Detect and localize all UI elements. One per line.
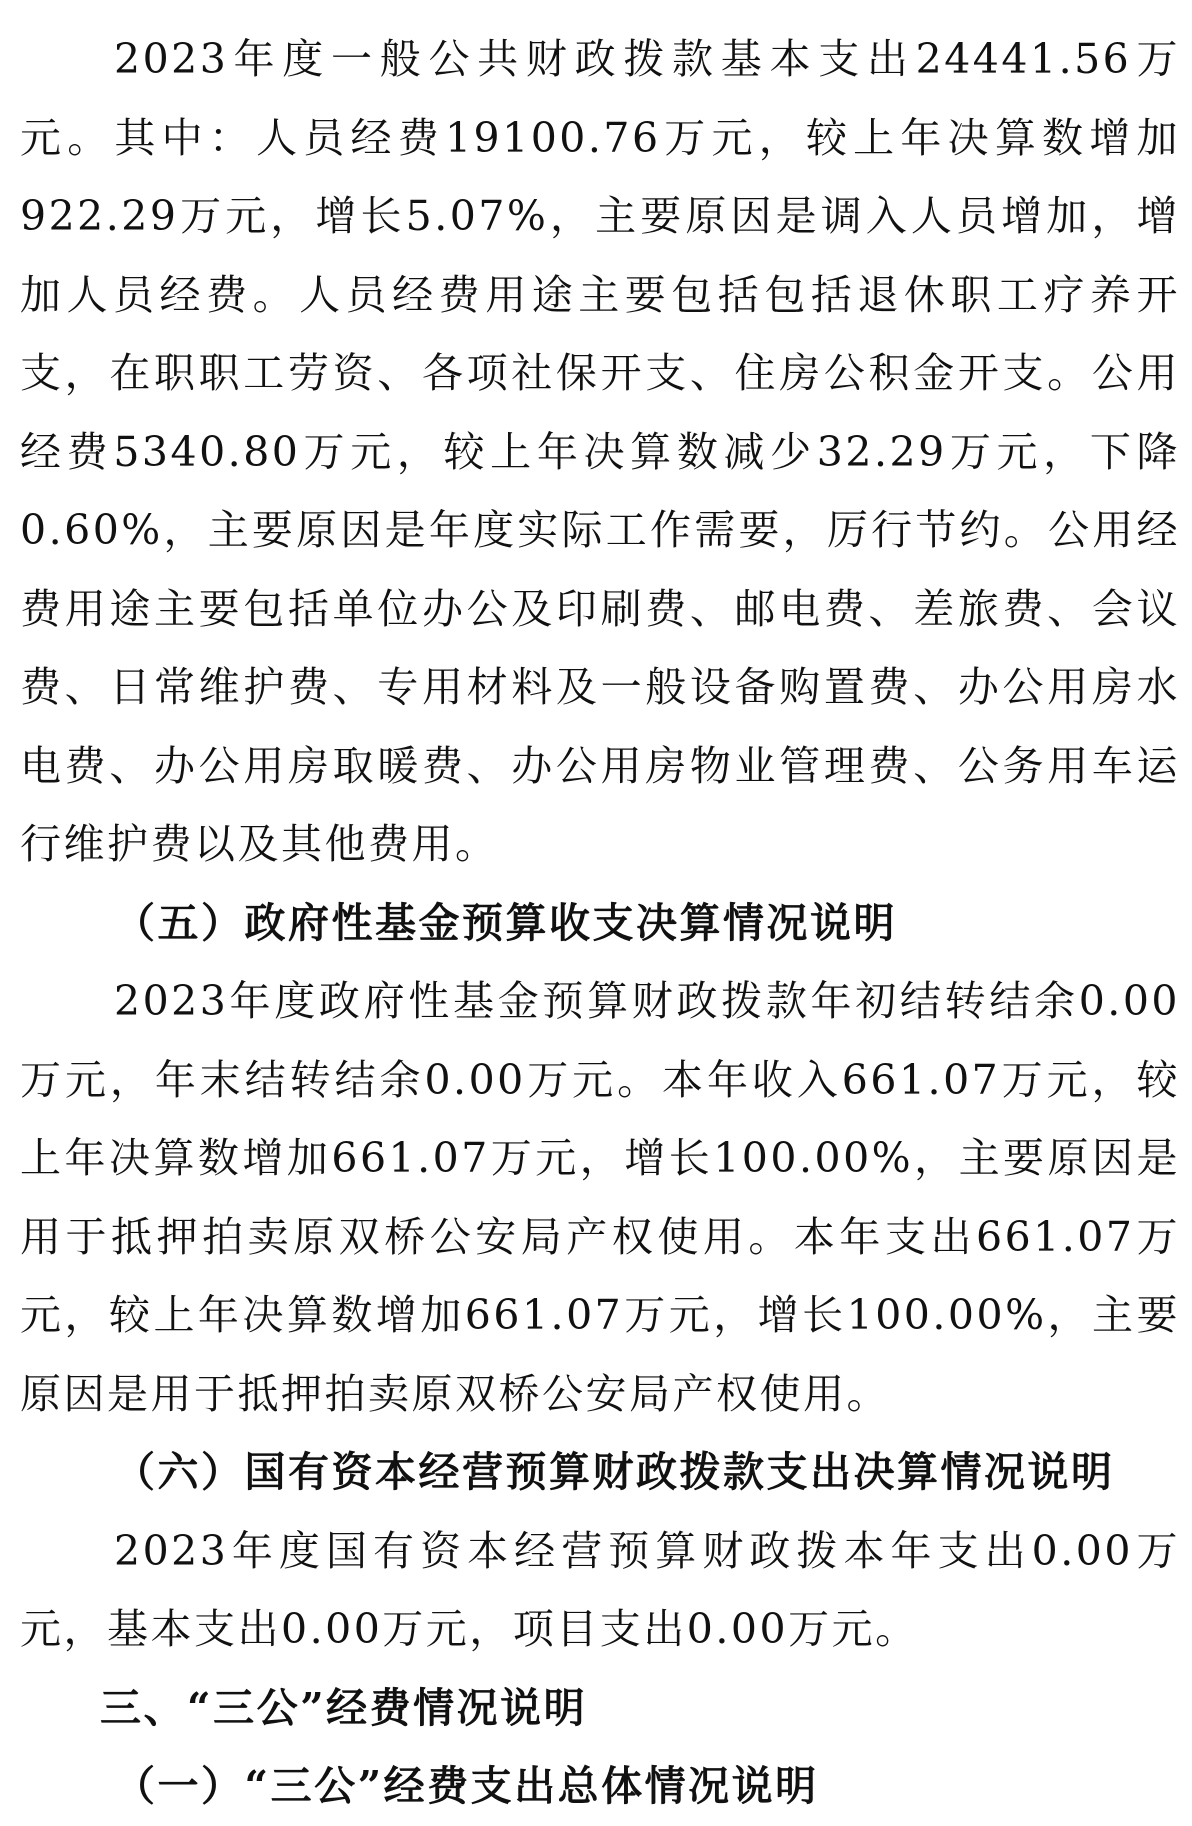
document-page: [20, 0, 1180, 1819]
paragraph-state-capital-budget: 2023年度国有资本经营预算财政拨本年支出0.00万元，基本支出0.00万元，项目支出0.00万元。: [20, 1526, 1180, 1653]
heading-government-fund-budget: （五）政府性基金预算收支决算情况说明: [114, 898, 897, 947]
section-three-public-expenses: 三、“三公”经费情况说明: [100, 1683, 588, 1732]
paragraph-government-fund-budget: 2023年度政府性基金预算财政拨款年初结转结余0.00万元，年末结转结余0.00万元。本年收入661.07万元，较上年决算数增加661.07万元，增长100.00%，主要原因是用于抵押拍卖原双桥公安局产权使用。本年支出661.07万元，较上年决算数增加661.07万元，增长100.00%，主要原因是用于抵押拍卖原双桥公安局产权使用。: [20, 977, 1180, 1418]
heading-three-public-expenses-overview: （一）“三公”经费支出总体情况说明: [114, 1762, 819, 1810]
paragraph-basic-expenditure: 2023年度一般公共财政拨款基本支出24441.56万元。其中：人员经费19100.76万元，较上年决算数增加922.29万元，增长5.07%，主要原因是调入人员增加，增加人员经费。人员经费用途主要包括包括退休职工疗养开支，在职职工劳资、各项社保开支、住房公积金开支。公用经费5340.80万元，较上年决算数减少32.29万元，下降0.60%，主要原因是年度实际工作需要，厉行节约。公用经费用途主要包括单位办公及印刷费、邮电费、差旅费、会议费、日常维护费、专用材料及一般设备购置费、办公用房水电费、办公用房取暖费、办公用房物业管理费、公务用车运行维护费以及其他费用。: [20, 35, 1180, 868]
heading-state-capital-budget: （六）国有资本经营预算财政拨款支出决算情况说明: [114, 1448, 1115, 1496]
